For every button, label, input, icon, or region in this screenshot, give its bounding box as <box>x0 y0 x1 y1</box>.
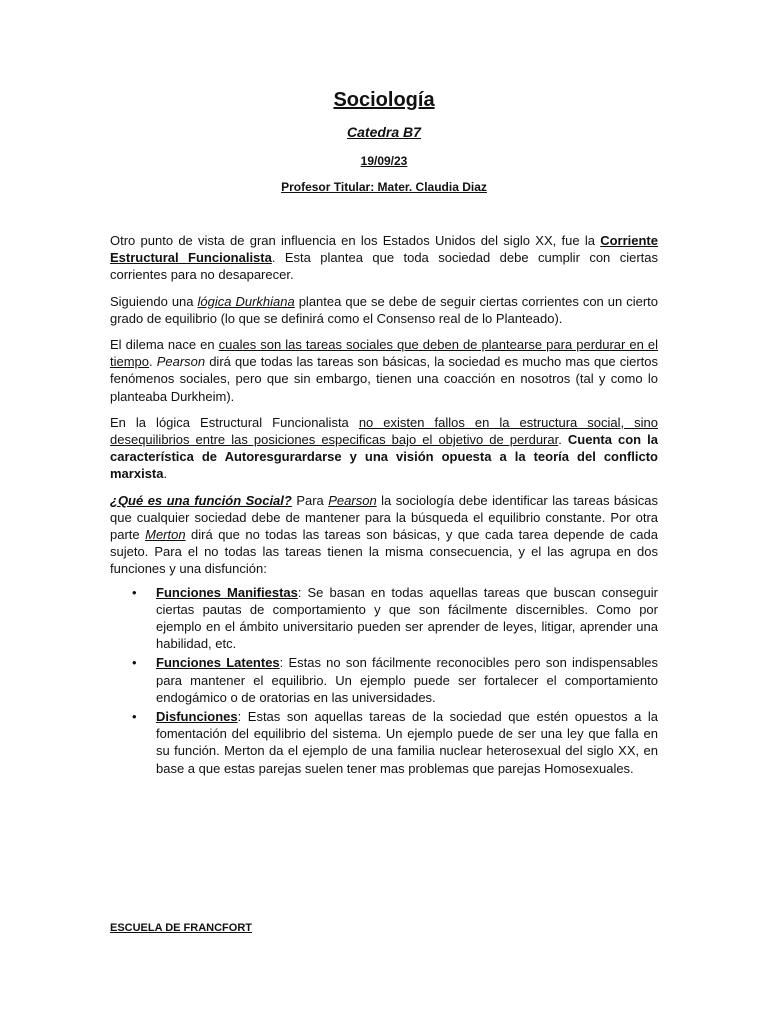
list-item-text: : Se basan en todas aquellas tareas que buscan conseguir ciertas pautas de comportamiento y que son fácilmente discernibles. Como por ejemplo en el ámbito universitario pueden ser aprender de leyes, litigar, aprender una habilidad, etc. <box>156 584 658 652</box>
bullet-icon: • <box>132 709 137 725</box>
functions-list <box>110 584 658 777</box>
list-item <box>132 654 658 706</box>
paragraph-3-underlined: cuales son las tareas sociales que deben de plantearse para perdurar en el tiempo <box>110 337 659 370</box>
paragraph-4-punct: . <box>558 432 568 448</box>
bullet-icon: • <box>132 584 137 600</box>
paragraph-1 <box>110 232 658 284</box>
paragraph-3-author: Pearson <box>156 354 206 370</box>
paragraph-5-author-1: Pearson <box>328 492 377 508</box>
paragraph-2-text: Siguiendo una <box>110 293 198 309</box>
paragraph-1-text-end: . Esta plantea que toda sociedad debe cumplir con ciertas corrientes para no desaparecer. <box>110 250 658 283</box>
paragraph-4 <box>110 414 658 483</box>
document-title: Sociología <box>333 89 435 111</box>
paragraph-4-underlined: no existen fallos en la estructura social, sino desequilibrios entre las posiciones especificas bajo el objetivo de perdurar <box>110 414 659 448</box>
paragraph-4-bold: Cuenta con la característica de Autoresgurardarse y una visión opuesta a la teoría del conflicto marxista <box>110 432 658 482</box>
list-item-term: Funciones Latentes <box>156 655 280 671</box>
paragraph-5-text-end: dirá que no todas las tareas son básicas, y que cada tarea depende de cada sujeto. Para el no todas las tareas tienen la misma consecuencia, y el las agrupa en dos funciones y una disfunción: <box>110 527 658 577</box>
paragraph-5-author-2: Merton <box>145 527 186 543</box>
paragraph-2-text-end: plantea que se debe de seguir ciertas corrientes con un cierto grado de equilibrio (lo que se definirá como el Consenso real de lo Planteado). <box>110 293 658 326</box>
list-item-term: Funciones Manifiestas <box>156 584 298 600</box>
paragraph-3-text: El dilema nace en <box>110 337 219 353</box>
paragraph-5 <box>110 492 658 578</box>
document-body <box>110 232 658 779</box>
paragraph-4-text: En la lógica Estructural Funcionalista <box>110 414 359 430</box>
paragraph-3-text-end: dirá que todas las tareas son básicas, la sociedad es mucho mas que ciertos fenómenos sociales, pero que sin embargo, tienen una coacción en nosotros (tal y como lo planteaba Durkheim). <box>110 354 659 404</box>
paragraph-1-text: Otro punto de vista de gran influencia en los Estados Unidos del siglo XX, fue la <box>110 233 601 248</box>
paragraph-5-text-mid: la sociología debe identificar las tareas básicas que cualquier sociedad debe de mantener para la búsqueda el equilibrio constante. Por otra parte <box>110 492 658 543</box>
paragraph-5-question: ¿Qué es una función Social? <box>110 492 292 508</box>
document-date: 19/09/23 <box>360 154 408 168</box>
list-item <box>132 584 658 653</box>
paragraph-2 <box>110 293 658 327</box>
list-item-text: : Estas son aquellas tareas de la sociedad que estén opuestos a la fomentación del equilibrio del sistema. Un ejemplo puede de ser una ley que falla en su función. Merton da el ejemplo de una familia nuclear heterosexual del siglo XX, en base a que estas parejas suelen tener mas problemas que parejas Homosexuales. <box>156 709 658 776</box>
list-item-text: : Estas no son fácilmente reconocibles pero son indispensables para mantener el equilibrio. Un ejemplo puede ser fortalecer el comportamiento endogámico o de oratorias en las universidades. <box>156 655 658 705</box>
bullet-icon: • <box>132 655 137 671</box>
document-subtitle: Catedra B7 <box>347 124 421 140</box>
paragraph-3 <box>110 336 658 405</box>
paragraph-1-emphasis: Corriente Estructural Funcionalista <box>110 233 658 266</box>
list-item-term: Disfunciones <box>156 709 238 725</box>
paragraph-3-punct: . <box>149 354 157 370</box>
list-item <box>132 708 658 777</box>
section-heading: ESCUELA DE FRANCFORT <box>110 922 252 934</box>
paragraph-5-text: Para <box>291 492 329 508</box>
paragraph-4-end: . <box>163 466 168 482</box>
professor-line: Profesor Titular: Mater. Claudia Diaz <box>281 180 487 194</box>
paragraph-2-emphasis: lógica Durkhiana <box>197 293 295 309</box>
